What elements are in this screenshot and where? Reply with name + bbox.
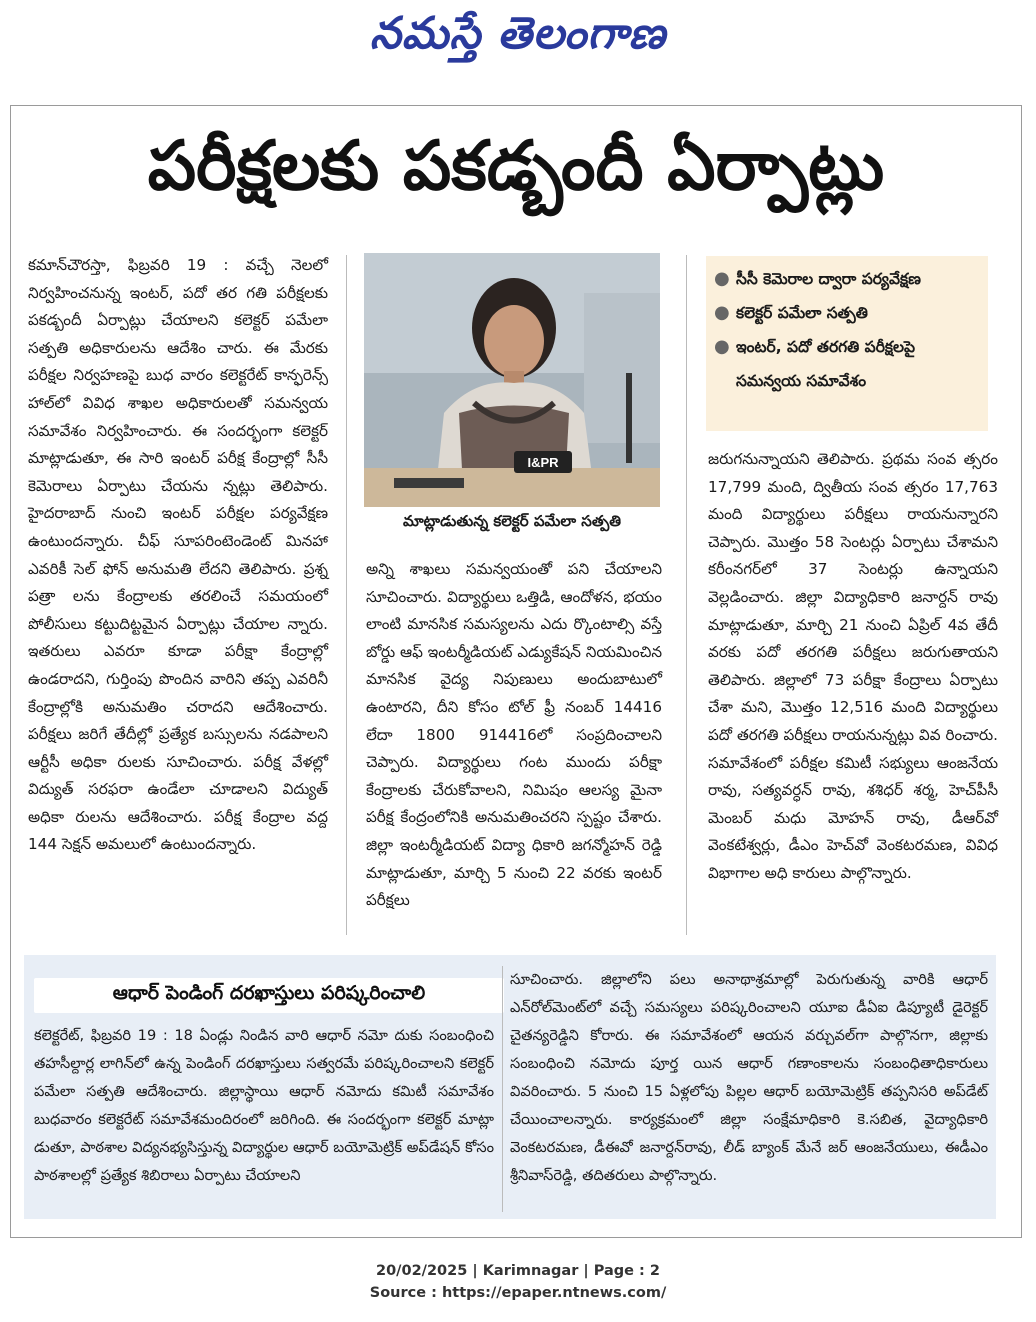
newspaper-masthead: నమస్తే తెలంగాణ xyxy=(369,8,667,59)
article-column-3: జరుగనున్నాయని తెలిపారు. ప్రథమ సంవ త్సరం 17,799 మంది, ద్వితీయ సంవ త్సరం 17,763 మంది విద్యార్థులు పరీక్షలు రాయనున్నారని చెప్పారు. మొత్తం 58 సెంటర్లు ఏర్పాటు చేశామని కరీంనగర్‌లో 37 సెంటర్లు ఉన్నాయని వెల్లడించారు. జిల్లా విద్యాధికారి జనార్దన్ రావు మాట్లాడుతూ, మార్చి 21 నుంచి ఏప్రిల్ 4వ తేదీ వరకు పదో తరగతి పరీక్షలు జరుగుతాయని తెలిపారు. జిల్లాలో 73 పరీక్షా కేంద్రాలు ఏర్పాటు చేశా మని, మొత్తం 12,516 మంది విద్యార్థులు పదో తరగతి పరీక్షలు రాయనున్నట్లు వివ రించారు. సమావేశంలో పరీక్షల కమిటీ సభ్యులు ఆంజనేయ రావు, సత్యవర్ధన్ రావు, శశిధర్ శర్మ, హెచ్‌పీసీ మెంబర్ మధు మోహన్ రావు, డీఆర్‌వో వెంకటేశ్వర్లు, డీఎం హెచ్‌వో వెంకటరమణ, వివిధ విభాగాల అధి కారులు పాల్గొన్నారు. xyxy=(708,450,998,882)
highlight-item: ● కలెక్టర్ పమేలా సత్పతి xyxy=(714,296,980,330)
photo-illustration xyxy=(364,253,660,507)
highlights-box xyxy=(706,256,988,431)
highlight-item: ● ఇంటర్, పదో తరగతి పరీక్షలపై సమన్వయ సమావేశం xyxy=(714,330,980,398)
page-footer xyxy=(0,1260,1036,1304)
column-divider xyxy=(686,255,687,935)
column-divider xyxy=(502,966,503,1212)
article-column-1: కమాన్‌చౌరస్తా, ఫిబ్రవరి 19 : వచ్చే నెలలో నిర్వహించనున్న ఇంటర్, పదో తర గతి పరీక్షలకు పకడ్బందీ ఏర్పాట్లు చేయాలని కలెక్టర్ పమేలా సత్పతి అధికారులను ఆదేశిం చారు. ఈ మేరకు పరీక్షల నిర్వహణపై బుధ వారం కలెక్టరేట్ కాన్ఫరెన్స్ హాల్‌లో వివిధ శాఖల అధికారులతో సమన్వయ సమావేశం నిర్వహించారు. ఈ సందర్భంగా కలెక్టర్ మాట్లాడుతూ, ఈ సారి ఇంటర్ పరీక్ష కేంద్రాల్లో సీసీ కెమెరాలు ఏర్పాటు చేయను న్నట్లు తెలిపారు. హైదరాబాద్ నుంచి ఇంటర్ పరీక్షల పర్యవేక్షణ ఉంటుందన్నారు. చీఫ్ సూపరింటెండెంట్ మినహా ఎవరికీ సెల్ ఫోన్ అనుమతి లేదని తెలిపారు. ప్రశ్న పత్రా లను కేంద్రాలకు తరలించే సమయంలో పోలీసులు కట్టుదిట్టమైన ఏర్పాట్లు చేయాల న్నారు. ఇతరులు ఎవరూ కూడా పరీక్షా కేంద్రాల్లో ఉండరాదని, గుర్తింపు పొందిన వారిని తప్ప ఎవరినీ కేంద్రాల్లోకి అనుమతిం చరాదని ఆదేశించారు. పరీక్షలు జరిగే తేదీల్లో ప్రత్యేక బస్సులను నడపాలని ఆర్టీసీ అధికా రులకు సూచించారు. పరీక్ష వేళల్లో విద్యుత్ సరఫరా ఉండేలా చూడాలని విద్యుత్ అధికా రులను ఆదేశించారు. పరీక్ష కేంద్రాల వద్ద 144 సెక్షన్ అమలులో ఉంటుందన్నారు. xyxy=(28,256,328,854)
second-article-part-1: కలెక్టరేట్, ఫిబ్రవరి 19 : 18 ఏండ్లు నిండిన వారి ఆధార్ నమో దుకు సంబంధించి తహసీల్దార్ల లాగిన్‌లో ఉన్న పెండింగ్ దరఖాస్తులు సత్వరమే పరిష్కరించాలని కలెక్టర్ పమేలా సత్పతి ఆదేశించారు. జిల్లాస్థాయి ఆధార్ నమోదు కమిటీ సమావేశం బుధవారం కలెక్టరేట్ సమావేశమందిరంలో జరిగింది. ఈ సందర్భంగా కలెక్టర్ మాట్లా డుతూ, పాఠశాల విద్యనభ్యసిస్తున్న విద్యార్థుల ఆధార్ బయోమెట్రిక్ అప్‌డేషన్ కోసం పాఠశాలల్లో ప్రత్యేక శిబిరాలు ఏర్పాటు చేయాలని xyxy=(34,1027,494,1184)
bullet-icon: ● xyxy=(714,268,730,289)
article-column-2: అన్ని శాఖలు సమన్వయంతో పని చేయాలని సూచించారు. విద్యార్థులు ఒత్తిడి, ఆందోళన, భయం లాంటి మానసిక సమస్యలను ఎదు ర్కొంటాల్సి వస్తే బోర్డు ఆఫ్ ఇంటర్మీడియట్ ఎడ్యుకేషన్ నియమించిన మానసిక వైద్య నిపుణులు అందుబాటులో ఉంటారని, దీని కోసం టోల్ ఫ్రీ నంబర్ 14416 లేదా 1800 914416లో సంప్రదించాలని చెప్పారు. విద్యార్థులు గంట ముందు పరీక్షా కేంద్రాలకు చేరుకోవాలని, నిమిషం ఆలస్య మైనా పరీక్ష కేంద్రంలోనికి అనుమతించరని స్పష్టం చేశారు. జిల్లా ఇంటర్మీడియట్ విద్యా ధికారి జగన్మోహన్ రెడ్డి మాట్లాడుతూ, మార్చి 5 నుంచి 22 వరకు ఇంటర్ పరీక్షలు xyxy=(366,560,662,910)
footer-edition-info: 20/02/2025 | Karimnagar | Page : 2 xyxy=(376,1263,660,1279)
photo-caption: మాట్లాడుతున్న కలెక్టర్ పమేలా సత్పతి xyxy=(402,512,622,530)
second-article-part-2: సూచించారు. జిల్లాలోని పలు అనాథాశ్రమాల్లో పెరుగుతున్న వారికి ఆధార్ ఎన్‌రోల్‌మెంట్‌లో వచ్చే సమస్యలు పరిష్కరించాలని యూఐ డీఏఐ డిప్యూటీ డైరెక్టర్ చైతన్యరెడ్డిని కోరారు. ఈ సమావేశంలో ఆయన వర్చువల్‌గా పాల్గొనగా, జిల్లాకు సంబంధించి నమోదు పూర్త యిన ఆధార్ గణాంకాలను సంబంధితాధికారులు వివరించారు. 5 నుంచి 15 ఏళ్లలోపు పిల్లల ఆధార్ బయోమెట్రిక్ తప్పనిసరి అప్‌డేట్ చేయించాలన్నారు. కార్యక్రమంలో జిల్లా సంక్షేమాధికారి కె.సబిత, వైద్యాధికారి వెంకటరమణ, డీఈవో జనార్దన్‌రావు, లీడ్ బ్యాంక్ మేనే జర్ ఆంజనేయులు, ఈడీఎం శ్రీనివాస్‌రెడ్డి, తదితరులు పాల్గొన్నారు. xyxy=(510,971,988,1184)
footer-source-link[interactable]: Source : https://epaper.ntnews.com/ xyxy=(369,1285,667,1301)
column-divider xyxy=(346,255,347,935)
article-headline: పరీక్షలకు పకడ్బందీ ఏర్పాట్లు xyxy=(147,127,885,206)
collector-photo xyxy=(364,253,660,507)
second-article-headline: ఆధార్ పెండింగ్ దరఖాస్తులు పరిష్కరించాలి xyxy=(34,978,504,1013)
highlight-item: ● సీసీ కెమెరాల ద్వారా పర్యవేక్షణ xyxy=(714,262,980,296)
photo-badge: I&PR xyxy=(527,455,559,470)
bullet-icon: ● xyxy=(714,336,730,357)
bullet-icon: ● xyxy=(714,302,730,323)
